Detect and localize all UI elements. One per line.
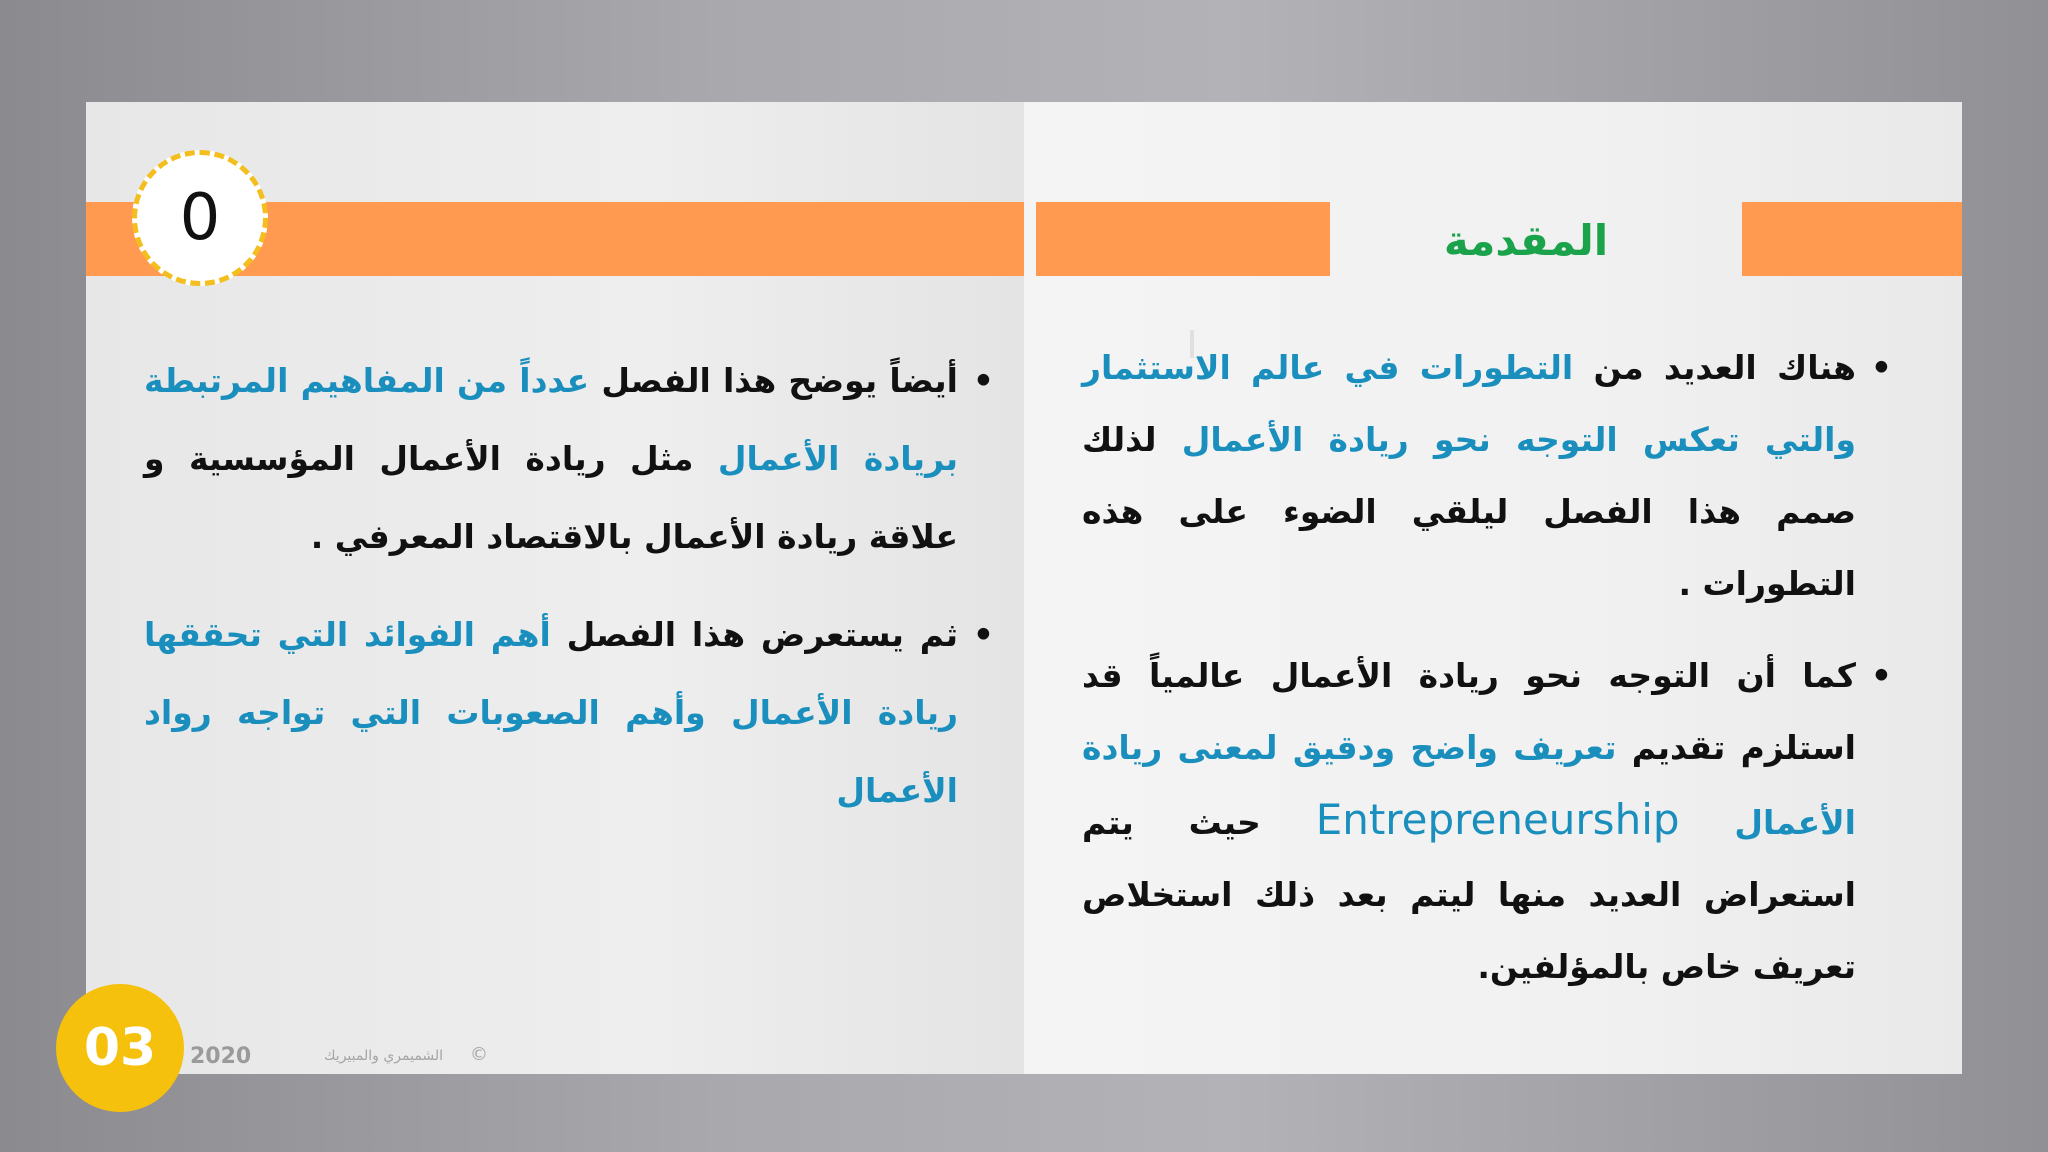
- footer-authors: الشميمري والمبيريك: [324, 1048, 444, 1064]
- text-segment: حيث يتم استعراض العديد منها ليتم بعد ذلك استخلاص تعريف خاص بالمؤلفين.: [1082, 803, 1856, 986]
- section-number-circle: 0: [132, 150, 268, 286]
- text-segment: هناك العديد من: [1573, 348, 1856, 387]
- text-segment: ثم يستعرض هذا الفصل: [550, 615, 958, 654]
- text-segment: لذلك صمم هذا الفصل ليلقي الضوء على هذه التطورات .: [1082, 420, 1856, 603]
- copyright-icon: ©: [470, 1044, 488, 1065]
- highlight-segment: أهم الفوائد التي تحققها ريادة الأعمال وأهم الصعوبات التي تواجه رواد الأعمال: [144, 615, 958, 810]
- text-segment: مثل ريادة الأعمال المؤسسية و علاقة ريادة الأعمال بالاقتصاد المعرفي .: [144, 439, 958, 556]
- english-term: Entrepreneurship: [1315, 795, 1680, 844]
- highlight-segment: عدداً من المفاهيم المرتبطة بريادة الأعمال: [144, 361, 958, 478]
- header-bar-right-b: [1742, 202, 1962, 276]
- header-bar-right-a: [1036, 202, 1330, 276]
- highlight-segment: التطورات في عالم الاستثمار والتي تعكس التوجه نحو ريادة الأعمال: [1082, 348, 1857, 459]
- left-bullet-list: [144, 342, 994, 850]
- text-segment: أيضاً يوضح هذا الفصل: [589, 361, 958, 400]
- highlight-segment: تعريف واضح ودقيق لمعنى ريادة الأعمال: [1082, 728, 1856, 842]
- page-number-badge: 03: [56, 984, 184, 1112]
- footer-year: 2020: [190, 1044, 252, 1069]
- slide-heading: المقدمة: [1443, 216, 1609, 265]
- right-bullet-1: [1082, 332, 1892, 620]
- right-bullet-list: [1082, 332, 1892, 1023]
- left-bullet-2: [144, 596, 994, 830]
- text-segment: كما أن التوجه نحو ريادة الأعمال عالمياً قد استلزم تقديم: [1082, 656, 1856, 767]
- left-bullet-1: [144, 342, 994, 576]
- right-bullet-2: [1082, 640, 1892, 1003]
